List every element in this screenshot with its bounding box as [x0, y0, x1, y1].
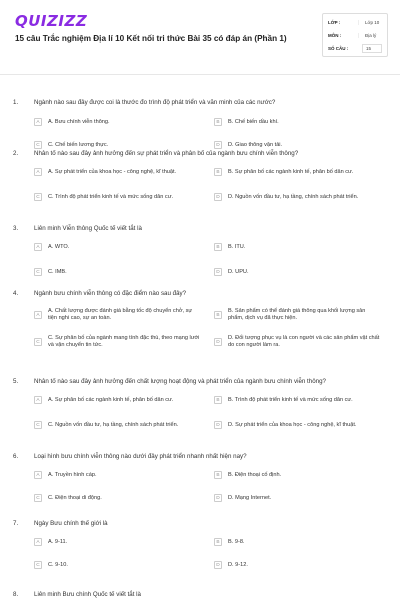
option-letter-box: A: [34, 118, 42, 126]
option-text: A. Truyền hình cáp.: [48, 471, 97, 478]
question-number: 8.: [13, 591, 19, 598]
question-text: Nhân tố nào sau đây ảnh hưởng đến sự phát triển và phân bố của ngành bưu chính viễn thông?: [34, 150, 299, 157]
question-text: Ngành nào sau đây được coi là thước đo trình độ phát triển và văn minh của các nước?: [34, 99, 276, 106]
option-letter-box: A: [34, 538, 42, 546]
answer-option[interactable]: [214, 193, 382, 201]
question-number: 1.: [13, 99, 19, 106]
answer-option[interactable]: [34, 538, 202, 546]
option-text: B. ITU.: [228, 243, 246, 250]
meta-value: Lớp 10: [358, 20, 382, 25]
worksheet-header: [0, 0, 400, 70]
option-text: A. WTO.: [48, 243, 70, 250]
answer-option[interactable]: [214, 335, 382, 349]
answer-option[interactable]: [34, 421, 202, 429]
answer-option[interactable]: [34, 396, 202, 404]
option-text: C. IMB.: [48, 268, 67, 275]
answer-option[interactable]: [214, 243, 382, 251]
option-text: A. 9-11.: [48, 538, 68, 545]
option-text: B. Điện thoại cố định.: [228, 471, 282, 478]
question-number: 2.: [13, 150, 19, 157]
option-text: A. Sự phân bố các ngành kinh tế, phân bố dân cư.: [48, 396, 174, 403]
option-letter-box: B: [214, 538, 222, 546]
answer-option[interactable]: [214, 538, 382, 546]
option-text: B. Trình độ phát triển kinh tế và mức sống dân cư.: [228, 396, 353, 403]
question-text: Liên minh Bưu chính Quốc tế viết tắt là: [34, 591, 141, 598]
header-divider: [0, 74, 400, 75]
option-letter-box: D: [214, 338, 222, 346]
option-letter-box: D: [214, 494, 222, 502]
answer-option[interactable]: [34, 141, 202, 149]
option-letter-box: A: [34, 396, 42, 404]
option-letter-box: B: [214, 118, 222, 126]
option-text: C. Chế biến lương thực.: [48, 141, 109, 148]
answer-option[interactable]: [214, 141, 382, 149]
option-text: B. Chế biến dầu khí.: [228, 118, 279, 125]
answer-option[interactable]: [214, 471, 382, 479]
question-number: 7.: [13, 520, 19, 527]
question-block: [0, 378, 400, 448]
question-number: 5.: [13, 378, 19, 385]
option-letter-box: C: [34, 561, 42, 569]
meta-row-count: [328, 42, 382, 55]
question-block: [0, 453, 400, 523]
answer-option[interactable]: [34, 193, 202, 201]
option-text: D. UPU.: [228, 268, 249, 275]
option-text: D. Giao thông vận tải.: [228, 141, 283, 148]
option-letter-box: B: [214, 396, 222, 404]
option-letter-box: C: [34, 494, 42, 502]
question-block: [0, 520, 400, 590]
option-letter-box: B: [214, 471, 222, 479]
option-letter-box: C: [34, 421, 42, 429]
answer-option[interactable]: [214, 561, 382, 569]
option-text: B. Sự phân bố các ngành kinh tế, phân bố dân cư.: [228, 168, 354, 175]
answer-option[interactable]: [214, 396, 382, 404]
question-block: [0, 225, 400, 295]
option-letter-box: C: [34, 193, 42, 201]
question-number: 4.: [13, 290, 19, 297]
answer-option[interactable]: [34, 308, 202, 322]
question-block: [0, 591, 400, 600]
meta-key: LỚP :: [328, 20, 341, 25]
quizizz-logo: QUIZIZZ: [15, 12, 88, 30]
option-text: D. Mạng Internet.: [228, 494, 272, 501]
meta-key: MÔN :: [328, 33, 342, 38]
option-letter-box: D: [214, 561, 222, 569]
answer-option[interactable]: [34, 168, 202, 176]
option-text: D. Nguồn vốn đầu tư, hạ tầng, chính sách phát triển.: [228, 193, 359, 200]
option-text: C. Sự phân bố của ngành mang tính đặc thù, theo mạng lưới và vận chuyển tin tức.: [48, 335, 200, 348]
option-letter-box: A: [34, 471, 42, 479]
answer-option[interactable]: [34, 561, 202, 569]
option-text: C. Nguồn vốn đầu tư, hạ tầng, chính sách phát triển.: [48, 421, 179, 428]
answer-option[interactable]: [34, 335, 202, 349]
answer-option[interactable]: [34, 243, 202, 251]
option-text: A. Sự phát triển của khoa học - công nghệ, kĩ thuật.: [48, 168, 177, 175]
option-letter-box: D: [214, 141, 222, 149]
answer-option[interactable]: [214, 268, 382, 276]
answer-option[interactable]: [214, 168, 382, 176]
option-letter-box: D: [214, 193, 222, 201]
option-text: B. 9-8.: [228, 538, 245, 545]
option-letter-box: D: [214, 421, 222, 429]
question-text: Ngành bưu chính viễn thông có đặc điểm nào sau đây?: [34, 290, 187, 297]
option-letter-box: C: [34, 338, 42, 346]
question-text: Ngày Bưu chính thế giới là: [34, 520, 108, 527]
option-text: C. 9-10.: [48, 561, 68, 568]
meta-info-box: [322, 13, 388, 57]
answer-option[interactable]: [214, 421, 382, 429]
option-text: D. 9-12.: [228, 561, 248, 568]
question-block: [0, 150, 400, 220]
question-block: [0, 290, 400, 360]
answer-option[interactable]: [34, 118, 202, 126]
page-title: 15 câu Trắc nghiệm Địa lí 10 Kết nối tri thức Bài 35 có đáp án (Phần 1): [15, 34, 287, 43]
option-letter-box: C: [34, 268, 42, 276]
option-text: B. Sản phẩm có thể đánh giá thông qua khối lượng sản phẩm, dịch vụ đã thực hiện.: [228, 308, 366, 321]
meta-value: Địa lý: [358, 33, 382, 38]
answer-option[interactable]: [34, 268, 202, 276]
option-letter-box: A: [34, 243, 42, 251]
option-text: C. Trình độ phát triển kinh tế và mức sống dân cư.: [48, 193, 174, 200]
option-letter-box: B: [214, 168, 222, 176]
question-number: 3.: [13, 225, 19, 232]
answer-option[interactable]: [214, 494, 382, 502]
answer-option[interactable]: [214, 118, 382, 126]
answer-option[interactable]: [34, 471, 202, 479]
answer-option[interactable]: [34, 494, 202, 502]
question-text: Liên minh Viễn thông Quốc tế viết tắt là: [34, 225, 142, 232]
option-letter-box: B: [214, 311, 222, 319]
option-text: D. Sự phát triển của khoa học - công nghệ, kĩ thuật.: [228, 421, 357, 428]
answer-option[interactable]: [214, 308, 382, 322]
question-text: Nhân tố nào sau đây ảnh hưởng đến chất lượng hoạt động và phát triển của ngành bưu chính viễn thông?: [34, 378, 326, 385]
option-text: A. Bưu chính viễn thông.: [48, 118, 110, 125]
question-number: 6.: [13, 453, 19, 460]
meta-key: SỐ CÂU :: [328, 46, 349, 51]
meta-value: 15: [362, 44, 382, 53]
option-letter-box: C: [34, 141, 42, 149]
option-letter-box: A: [34, 311, 42, 319]
option-letter-box: A: [34, 168, 42, 176]
option-letter-box: D: [214, 268, 222, 276]
option-text: A. Chất lượng được đánh giá bằng tốc độ chuyển chở, sự tiện nghi cao, sự an toàn.: [48, 308, 193, 321]
option-text: C. Điện thoại di động.: [48, 494, 102, 501]
option-text: D. Đối tượng phục vụ là con người và các sản phẩm vật chất do con người làm ra.: [228, 335, 380, 348]
option-letter-box: B: [214, 243, 222, 251]
question-text: Loại hình bưu chính viễn thông nào dưới đây phát triển nhanh nhất hiện nay?: [34, 453, 247, 460]
meta-row-subject: [328, 29, 382, 42]
meta-row-grade: [328, 16, 382, 29]
